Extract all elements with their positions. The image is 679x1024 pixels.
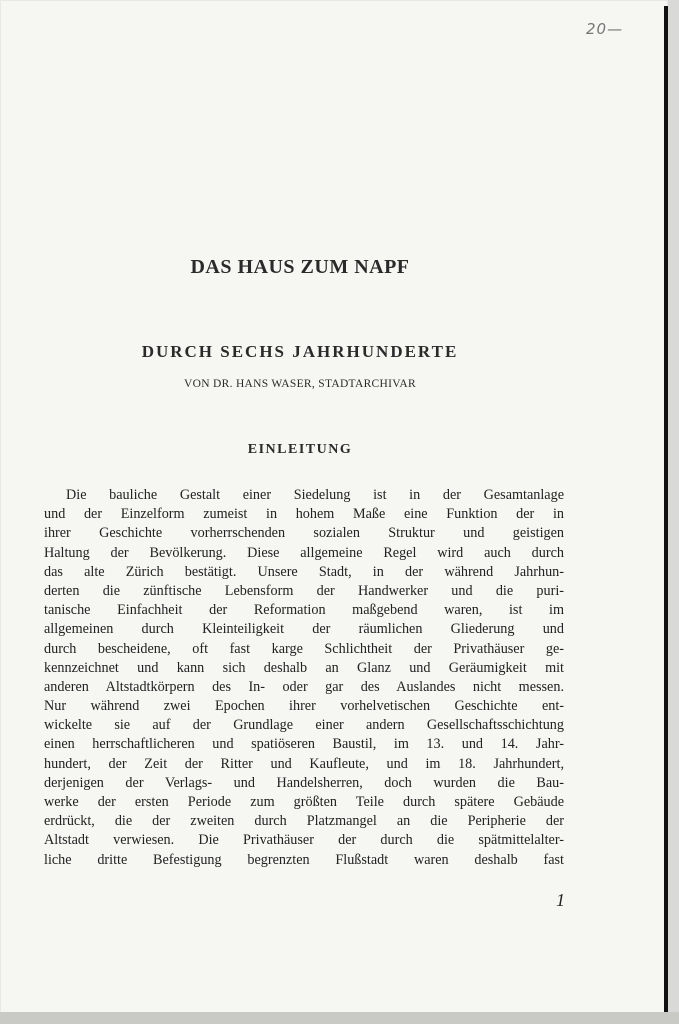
text-line: Altstadt verwiesen. Die Privathäuser der durch die spätmittelalter-: [44, 832, 564, 849]
section-heading: EINLEITUNG: [247, 442, 353, 457]
text-line: werke der ersten Periode zum größten Teile durch spätere Gebäude: [44, 794, 564, 810]
text-line: liche dritte Befestigung begrenzten Flußstadt waren deshalb fast: [44, 851, 564, 868]
text-line: hundert, der Zeit der Ritter und Kaufleute, und im 18. Jahrhundert,: [44, 755, 564, 772]
text-line: erdrückt, die der zweiten durch Platzmangel an die Peripherie der: [44, 813, 564, 830]
text-line: derten die zünftische Lebensform der Handwerker und die puri-: [44, 582, 564, 599]
scan-background: [0, 1012, 679, 1024]
text-line: ihrer Geschichte vorherrschenden sozialen Struktur und geistigen: [44, 525, 564, 542]
page-number: 1: [556, 890, 565, 910]
author-byline: VON DR. HANS WASER, STADTARCHIVAR: [184, 378, 416, 390]
text-line: wickelte sie auf der Grundlage einer andern Gesellschaftsschichtung: [44, 717, 564, 734]
document-subtitle: DURCH SECHS JAHRHUNDERTE: [141, 342, 459, 361]
text-line: derjenigen der Verlags- und Handelsherren, doch wurden die Bau-: [44, 774, 564, 791]
text-line: Die bauliche Gestalt einer Siedelung ist in der Gesamtanlage: [66, 487, 564, 503]
page-edge-shadow: [664, 6, 668, 1014]
text-line: allgemeinen durch Kleinteiligkeit der räumlichen Gliederung und: [44, 621, 564, 638]
text-line: Haltung der Bevölkerung. Diese allgemeine Regel wird auch durch: [44, 544, 564, 561]
text-line: einen herrschaftlicheren und spatiöseren Baustil, im 13. und 14. Jahr-: [44, 736, 564, 753]
text-line: durch bescheidene, oft fast karge Schlichtheit der Privathäuser ge-: [44, 640, 564, 657]
text-line: anderen Altstadtkörpern des In- oder gar des Auslandes nicht messen.: [44, 678, 564, 695]
text-line: kennzeichnet und kann sich deshalb an Glanz und Geräumigkeit mit: [44, 659, 564, 676]
text-line: tanische Einfachheit der Reformation maßgebend waren, ist im: [44, 602, 564, 619]
text-line: das alte Zürich bestätigt. Unsere Stadt, in der während Jahrhun-: [44, 563, 564, 580]
pencil-annotation: 20—: [586, 20, 624, 38]
document-title: DAS HAUS ZUM NAPF: [190, 256, 410, 278]
text-line: Nur während zwei Epochen ihrer vorhelvetischen Geschichte ent-: [44, 698, 564, 715]
body-paragraph: [44, 486, 564, 870]
text-line: und der Einzelform zumeist in hohem Maße eine Funktion der in: [44, 506, 564, 523]
